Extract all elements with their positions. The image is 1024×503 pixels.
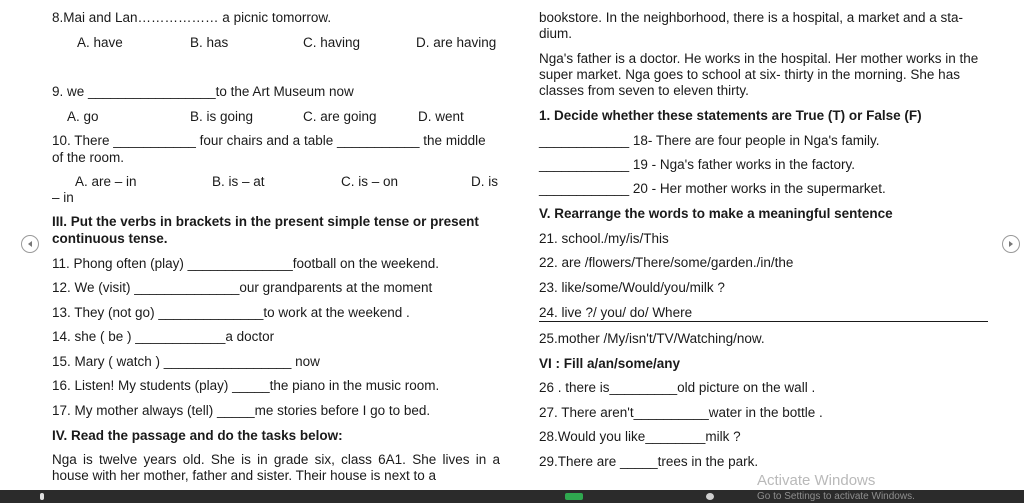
section-3-heading-line2: continuous tense. xyxy=(52,231,168,246)
section-5-heading: V. Rearrange the words to make a meaningful sentence xyxy=(539,206,893,221)
taskbar xyxy=(0,490,1024,503)
task-1-heading: 1. Decide whether these statements are True (T) or False (F) xyxy=(539,108,922,123)
section-4-heading: IV. Read the passage and do the tasks below: xyxy=(52,428,343,443)
section-6-heading: VI : Fill a/an/some/any xyxy=(539,356,681,371)
q8-option-b: B. has xyxy=(190,35,229,50)
question-21: 21. school./my/is/This xyxy=(539,231,669,246)
q8-option-a: A. have xyxy=(77,35,123,50)
question-12: 12. We (visit) ______________our grandparents at the moment xyxy=(52,280,433,295)
question-17: 17. My mother always (tell) _____me stories before I go to bed. xyxy=(52,403,431,418)
q9-option-c: C. are going xyxy=(303,109,377,124)
statement-20: ____________ 20 - Her mother works in the supermarket. xyxy=(539,181,886,196)
question-9: 9. we _________________to the Art Museum now xyxy=(52,84,354,99)
question-14: 14. she ( be ) ____________a doctor xyxy=(52,329,275,344)
taskbar-icon-2[interactable] xyxy=(706,493,714,500)
question-28: 28.Would you like________milk ? xyxy=(539,429,741,444)
question-15: 15. Mary ( watch ) _________________ now xyxy=(52,354,320,369)
passage-cont-line1: bookstore. In the neighborhood, there is a hospital, a market and a sta- xyxy=(539,10,964,25)
chevron-left-icon xyxy=(26,240,34,248)
statement-19: ____________ 19 - Nga's father works in the factory. xyxy=(539,157,856,172)
question-16: 16. Listen! My students (play) _____the piano in the music room. xyxy=(52,378,440,393)
question-22: 22. are /flowers/There/some/garden./in/the xyxy=(539,255,794,270)
question-10-line2: of the room. xyxy=(52,150,125,165)
q9-option-a: A. go xyxy=(67,109,99,124)
passage-para2-line1: Nga's father is a doctor. He works in the hospital. Her mother works in the xyxy=(539,51,979,66)
section-3-heading: III. Put the verbs in brackets in the present simple tense or present xyxy=(52,214,479,229)
passage-para2-line2: super market. Nga goes to school at six- thirty in the morning. She has xyxy=(539,67,960,82)
question-29: 29.There are _____trees in the park. xyxy=(539,454,759,469)
question-13: 13. They (not go) ______________to work at the weekend . xyxy=(52,305,410,320)
next-page-button[interactable] xyxy=(1002,235,1020,253)
activate-windows-watermark: Activate Windows xyxy=(757,472,876,489)
passage-cont-line2: dium. xyxy=(539,26,573,41)
q8-option-d: D. are having xyxy=(416,35,497,50)
q10-option-a: A. are – in xyxy=(75,174,137,189)
question-8: 8.Mai and Lan……………… a picnic tomorrow. xyxy=(52,10,332,25)
q10-option-d: D. is xyxy=(471,174,498,189)
question-25: 25.mother /My/isn't/TV/Watching/now. xyxy=(539,331,765,346)
q9-option-b: B. is going xyxy=(190,109,254,124)
question-23: 23. like/some/Would/you/milk ? xyxy=(539,280,725,295)
passage-para2-line3: classes from seven to eleven thirty. xyxy=(539,83,749,98)
q9-option-d: D. went xyxy=(418,109,464,124)
q10-option-d-wrap: – in xyxy=(52,190,74,205)
activate-windows-subtitle: Go to Settings to activate Windows. xyxy=(757,491,915,502)
question-24: 24. live ?/ you/ do/ Where xyxy=(539,305,988,322)
q10-option-b: B. is – at xyxy=(212,174,265,189)
prev-page-button[interactable] xyxy=(21,235,39,253)
question-27: 27. There aren't__________water in the bottle . xyxy=(539,405,823,420)
taskbar-app-icon[interactable] xyxy=(565,493,583,500)
chevron-right-icon xyxy=(1007,240,1015,248)
statement-18: ____________ 18- There are four people in Nga's family. xyxy=(539,133,880,148)
taskbar-icon[interactable] xyxy=(40,493,44,500)
reading-passage: Nga is twelve years old. She is in grade six, class 6A1. She lives in a house with her mother, father and sister. Their house is next to a xyxy=(52,452,500,483)
question-11: 11. Phong often (play) ______________football on the weekend. xyxy=(52,256,440,271)
question-26: 26 . there is_________old picture on the wall . xyxy=(539,380,816,395)
question-10-line1: 10. There ___________ four chairs and a table ___________ the middle xyxy=(52,133,486,148)
q10-option-c: C. is – on xyxy=(341,174,399,189)
q8-option-c: C. having xyxy=(303,35,361,50)
